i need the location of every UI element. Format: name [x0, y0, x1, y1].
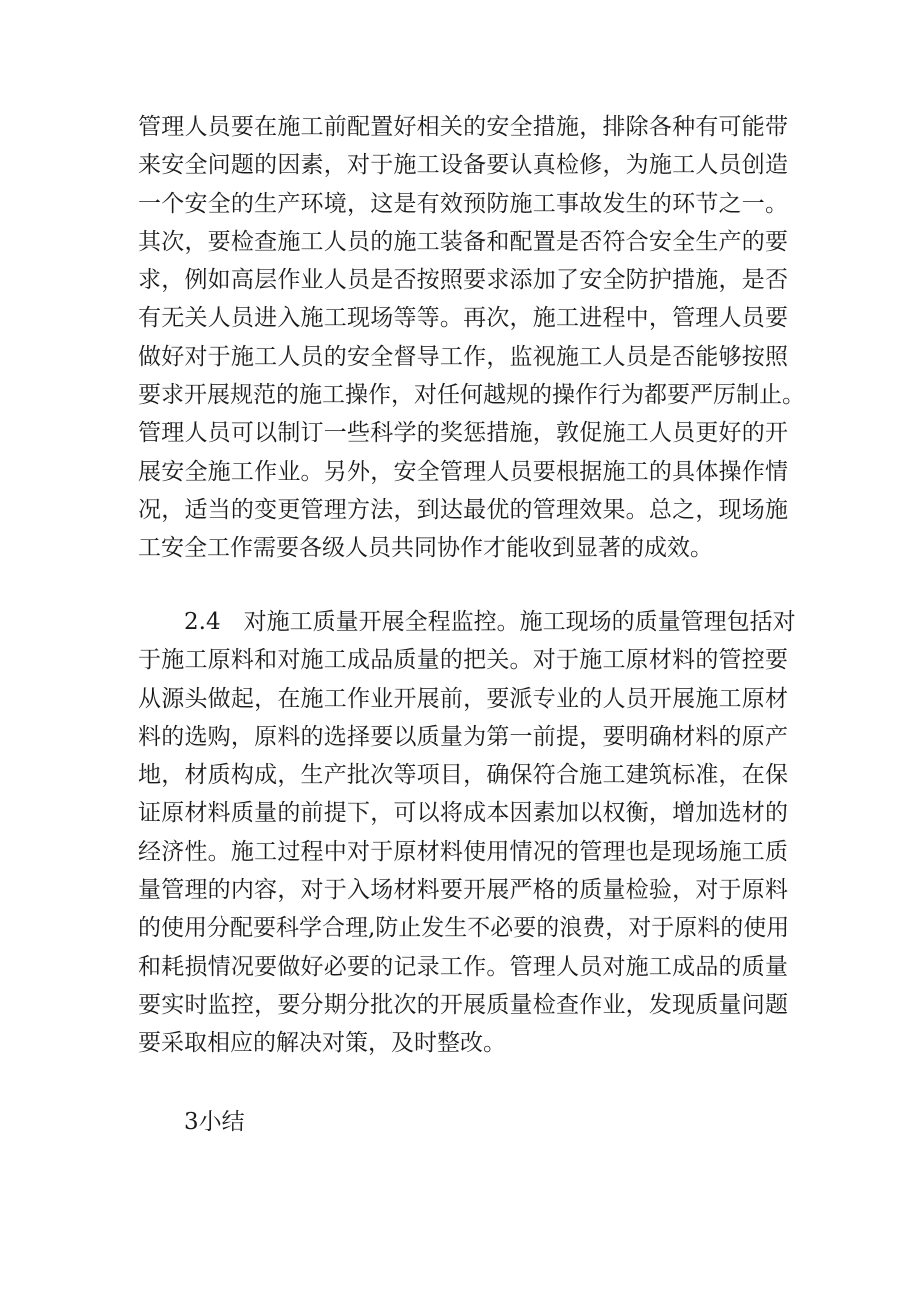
paragraph-line: 一个安全的生产环境，这是有效预防施工事故发生的环节之一。 — [138, 190, 788, 217]
paragraph-line: 地，材质构成，生产批次等项目，确保符合施工建筑标准，在保 — [138, 762, 788, 789]
paragraph-line: 于施工原料和对施工成品质量的把关。对于施工原材料的管控要 — [138, 647, 788, 674]
paragraph-line: 证原材料质量的前提下，可以将成本因素加以权衡，增加选材的 — [138, 800, 788, 827]
paragraph-line: 管理人员要在施工前配置好相关的安全措施，排除各种有可能带 — [138, 114, 788, 140]
paragraph-line: 展安全施工作业。另外，安全管理人员要根据施工的具体操作情 — [138, 458, 788, 485]
paragraph-line: 况，适当的变更管理方法，到达最优的管理效果。总之，现场施 — [138, 496, 788, 523]
paragraph-line: 工安全工作需要各级人员共同协作才能收到显著的成效。 — [138, 535, 713, 562]
paragraph-line: 的使用分配要科学合理,防止发生不必要的浪费，对于原料的使用 — [138, 915, 790, 942]
paragraph-line: 2.4 对施工质量开展全程监控。施工现场的质量管理包括对 — [184, 609, 796, 635]
paragraph-line: 管理人员可以制订一些科学的奖惩措施，敦促施工人员更好的开 — [138, 420, 788, 447]
paragraph-line: 经济性。施工过程中对于原材料使用情况的管理也是现场施工质 — [138, 838, 788, 865]
paragraph-line: 其次，要检查施工人员的施工装备和配置是否符合安全生产的要 — [138, 228, 788, 255]
paragraph-line: 料的选购，原料的选择要以质量为第一前提，要明确材料的原产 — [138, 723, 788, 750]
paragraph-line: 求，例如高层作业人员是否按照要求添加了安全防护措施，是否 — [138, 267, 788, 294]
paragraph-line: 要采取相应的解决对策，及时整改。 — [138, 1030, 506, 1057]
paragraph-line: 从源头做起，在施工作业开展前，要派专业的人员开展施工原材 — [138, 685, 788, 712]
paragraph-line: 做好对于施工人员的安全督导工作，监视施工人员是否能够按照 — [138, 343, 788, 370]
paragraph-line: 来安全问题的因素，对于施工设备要认真检修，为施工人员创造 — [138, 152, 788, 179]
paragraph-line: 和耗损情况要做好必要的记录工作。管理人员对施工成品的质量 — [138, 953, 788, 980]
section-heading: 3小结 — [184, 1109, 245, 1135]
paragraph-quality-monitoring — [138, 603, 796, 1063]
paragraph-safety-management — [138, 108, 805, 568]
paragraph-line: 有无关人员进入施工现场等等。再次，施工进程中，管理人员要 — [138, 305, 788, 332]
paragraph-line: 量管理的内容，对于入场材料要开展严格的质量检验，对于原料 — [138, 877, 788, 904]
section-summary — [138, 1103, 788, 1141]
paragraph-line: 要实时监控，要分期分批次的开展质量检查作业，发现质量问题 — [138, 991, 788, 1018]
paragraph-line: 要求开展规范的施工操作，对任何越规的操作行为都要严厉制止。 — [138, 382, 805, 409]
